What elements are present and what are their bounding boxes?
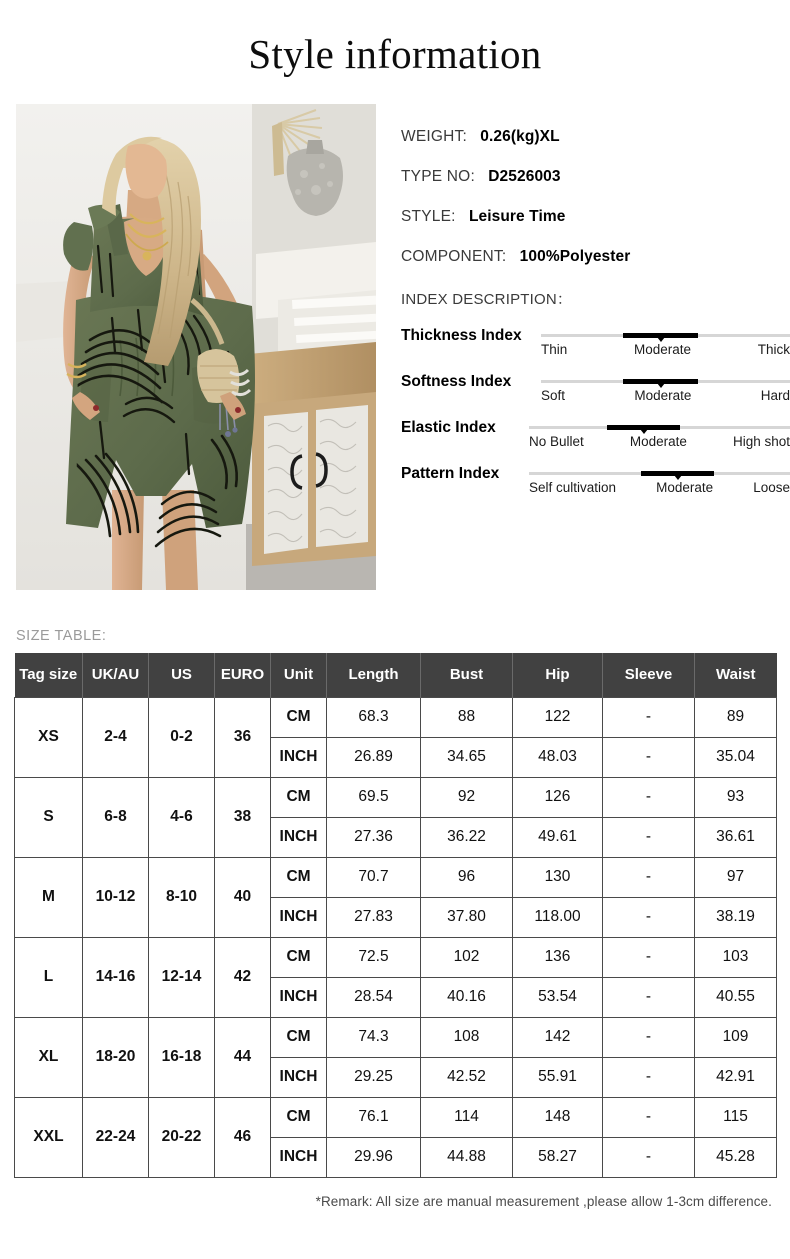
index-row-elastic [401,417,790,450]
cell-sleeve: - [603,1057,695,1097]
cell-unit: INCH [271,737,327,777]
cell-uk-au: 6-8 [83,777,149,857]
index-label-thickness: Thickness Index [401,327,522,345]
cell-euro: 38 [215,777,271,857]
cell-bust: 40.16 [421,977,513,1017]
spec-row-weight [401,128,790,145]
cell-bust: 92 [421,777,513,817]
slider-knob-icon [657,383,665,388]
cell-sleeve: - [603,697,695,737]
th-unit: Unit [271,653,327,697]
cell-length: 72.5 [327,937,421,977]
cell-sleeve: - [603,977,695,1017]
index-row-thickness [401,325,790,358]
cell-tag-size: XS [15,697,83,777]
cell-us: 12-14 [149,937,215,1017]
cell-us: 20-22 [149,1097,215,1177]
cell-waist: 103 [695,937,777,977]
cell-length: 74.3 [327,1017,421,1057]
slider-track [541,334,790,337]
product-photo-illustration [16,104,376,590]
cell-bust: 114 [421,1097,513,1137]
spec-value-type-no: D2526003 [488,168,561,186]
cell-bust: 108 [421,1017,513,1057]
cell-waist: 36.61 [695,817,777,857]
table-row [15,1017,777,1057]
slider-label-high: High shot [732,433,790,449]
cell-waist: 97 [695,857,777,897]
cell-uk-au: 22-24 [83,1097,149,1177]
cell-length: 28.54 [327,977,421,1017]
cell-sleeve: - [603,777,695,817]
th-length: Length [327,653,421,697]
cell-uk-au: 2-4 [83,697,149,777]
table-row [15,697,777,737]
cell-hip: 49.61 [513,817,603,857]
cell-bust: 37.80 [421,897,513,937]
table-header-row [15,653,777,697]
cell-sleeve: - [603,937,695,977]
spec-row-style [401,208,790,225]
slider-label-high: Hard [760,388,790,404]
spec-value-style: Leisure Time [468,208,566,226]
product-overview-section [0,104,790,590]
cell-euro: 36 [215,697,271,777]
spec-panel [376,104,790,590]
product-photo [16,104,376,590]
slider-labels [541,343,790,358]
th-euro: EURO [215,653,271,697]
slider-track [541,380,790,383]
cell-sleeve: - [603,897,695,937]
index-row-softness [401,371,790,404]
slider-label-mid: Moderate [629,433,687,449]
cell-length: 27.36 [327,817,421,857]
cell-unit: INCH [271,897,327,937]
cell-waist: 45.28 [695,1137,777,1177]
slider-track [529,426,790,429]
cell-waist: 42.91 [695,1057,777,1097]
cell-bust: 44.88 [421,1137,513,1177]
cell-waist: 35.04 [695,737,777,777]
cell-hip: 55.91 [513,1057,603,1097]
cell-unit: CM [271,937,327,977]
cell-uk-au: 10-12 [83,857,149,937]
cell-bust: 34.65 [421,737,513,777]
cell-hip: 122 [513,697,603,737]
cell-length: 68.3 [327,697,421,737]
cell-bust: 102 [421,937,513,977]
th-sleeve: Sleeve [603,653,695,697]
size-table-remark: *Remark: All size are manual measurement ,please allow 1-3cm difference. [315,1193,772,1209]
cell-uk-au: 18-20 [83,1017,149,1097]
cell-waist: 38.19 [695,897,777,937]
cell-us: 16-18 [149,1017,215,1097]
table-row [15,857,777,897]
cell-waist: 89 [695,697,777,737]
slider-label-mid: Moderate [656,479,714,495]
cell-us: 8-10 [149,857,215,937]
th-bust: Bust [421,653,513,697]
cell-bust: 42.52 [421,1057,513,1097]
index-slider-pattern[interactable] [529,463,790,496]
index-label-softness: Softness Index [401,373,512,391]
cell-waist: 109 [695,1017,777,1057]
spec-label-component: COMPONENT: [401,248,507,266]
cell-waist: 93 [695,777,777,817]
index-label-elastic: Elastic Index [401,418,496,436]
cell-tag-size: M [15,857,83,937]
th-hip: Hip [513,653,603,697]
th-uk-au: UK/AU [83,653,149,697]
table-body [15,697,777,1177]
slider-label-low: Thin [541,342,568,358]
cell-sleeve: - [603,857,695,897]
cell-us: 4-6 [149,777,215,857]
cell-euro: 44 [215,1017,271,1097]
cell-euro: 40 [215,857,271,937]
slider-label-low: Soft [541,388,566,404]
cell-length: 26.89 [327,737,421,777]
page-title: Style information [248,31,542,77]
th-us: US [149,653,215,697]
size-table-label: SIZE TABLE: [16,628,107,644]
slider-knob-icon [657,337,665,342]
cell-unit: INCH [271,817,327,857]
cell-euro: 42 [215,937,271,1017]
spec-value-component: 100%Polyester [519,248,631,266]
cell-bust: 96 [421,857,513,897]
cell-unit: CM [271,1017,327,1057]
cell-hip: 53.54 [513,977,603,1017]
cell-tag-size: XL [15,1017,83,1097]
cell-bust: 36.22 [421,817,513,857]
cell-sleeve: - [603,737,695,777]
cell-hip: 126 [513,777,603,817]
table-row [15,777,777,817]
cell-unit: CM [271,777,327,817]
cell-length: 69.5 [327,777,421,817]
th-waist: Waist [695,653,777,697]
table-row [15,937,777,977]
index-row-pattern [401,463,790,496]
slider-knob-icon [640,429,648,434]
slider-label-mid: Moderate [634,388,692,404]
cell-unit: CM [271,857,327,897]
cell-waist: 115 [695,1097,777,1137]
cell-length: 29.96 [327,1137,421,1177]
cell-hip: 118.00 [513,897,603,937]
cell-tag-size: L [15,937,83,1017]
cell-unit: INCH [271,1137,327,1177]
slider-labels [529,481,790,496]
spec-row-type-no [401,168,790,185]
index-label-pattern: Pattern Index [401,464,500,482]
cell-sleeve: - [603,1097,695,1137]
spec-label-weight: WEIGHT: [401,128,467,145]
cell-waist: 40.55 [695,977,777,1017]
slider-labels [529,435,790,450]
cell-unit: CM [271,697,327,737]
cell-hip: 58.27 [513,1137,603,1177]
spec-label-style: STYLE: [401,208,456,226]
index-slider-elastic[interactable] [529,417,790,450]
cell-length: 76.1 [327,1097,421,1137]
slider-labels [541,389,790,404]
size-table [14,653,777,1178]
cell-hip: 136 [513,937,603,977]
th-tag-size: Tag size [15,653,83,697]
slider-track [529,472,790,475]
cell-sleeve: - [603,1137,695,1177]
table-row [15,1097,777,1137]
cell-unit: INCH [271,977,327,1017]
index-slider-softness[interactable] [541,371,790,404]
index-slider-thickness[interactable] [541,325,790,358]
cell-unit: CM [271,1097,327,1137]
slider-label-mid: Moderate [633,342,692,358]
index-description-title: INDEX DESCRIPTION： [401,291,573,309]
slider-knob-icon [674,475,682,480]
cell-length: 70.7 [327,857,421,897]
spec-label-type-no: TYPE NO: [401,168,475,186]
cell-euro: 46 [215,1097,271,1177]
cell-length: 27.83 [327,897,421,937]
slider-label-high: Thick [757,342,790,358]
cell-sleeve: - [603,1017,695,1057]
cell-tag-size: S [15,777,83,857]
cell-uk-au: 14-16 [83,937,149,1017]
spec-row-component [401,248,790,265]
cell-hip: 48.03 [513,737,603,777]
cell-us: 0-2 [149,697,215,777]
spec-value-weight: 0.26(kg)XL [480,128,560,145]
slider-label-low: No Bullet [529,433,584,449]
cell-hip: 148 [513,1097,603,1137]
slider-label-low: Self cultivation [529,479,617,495]
cell-sleeve: - [603,817,695,857]
slider-label-high: Loose [753,479,790,495]
cell-hip: 142 [513,1017,603,1057]
cell-unit: INCH [271,1057,327,1097]
cell-bust: 88 [421,697,513,737]
cell-tag-size: XXL [15,1097,83,1177]
cell-hip: 130 [513,857,603,897]
cell-length: 29.25 [327,1057,421,1097]
